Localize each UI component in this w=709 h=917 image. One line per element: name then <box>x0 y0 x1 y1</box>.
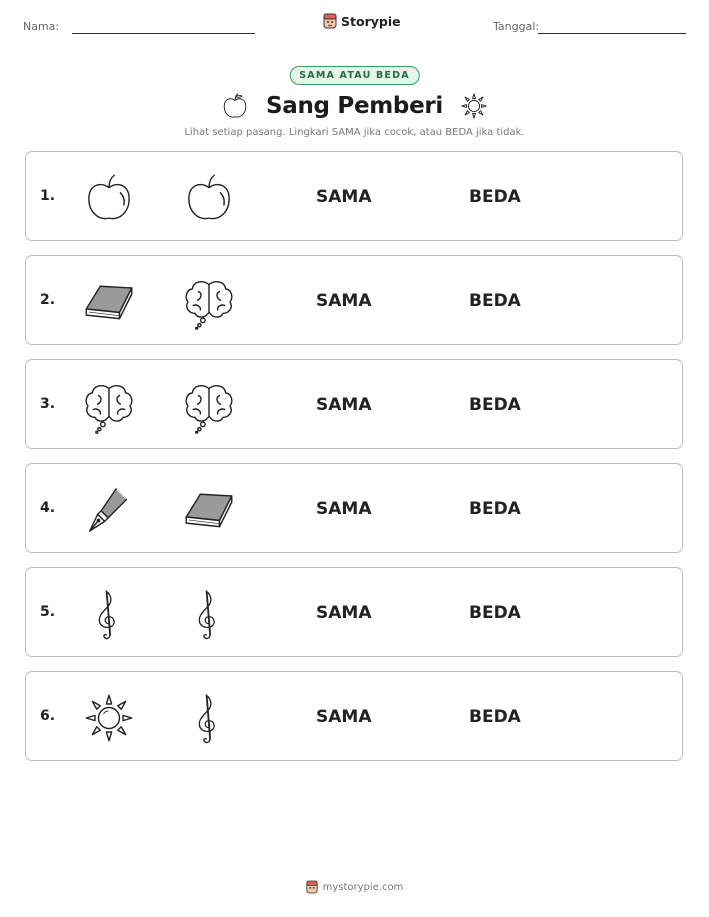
treble-clef-icon <box>181 690 237 746</box>
row-number: 2. <box>40 292 56 308</box>
book-icon <box>81 274 137 330</box>
pair-row-5 <box>25 567 683 657</box>
apple-icon <box>181 170 237 226</box>
same-option[interactable]: SAMA <box>316 707 372 727</box>
apple-icon <box>220 91 250 121</box>
pair-row-3 <box>25 359 683 449</box>
brand-logo <box>323 13 401 29</box>
name-field[interactable] <box>72 33 255 34</box>
brain-icon <box>181 378 237 434</box>
same-option[interactable]: SAMA <box>316 395 372 415</box>
same-option[interactable]: SAMA <box>316 291 372 311</box>
pair-row-2 <box>25 255 683 345</box>
row-number: 5. <box>40 604 56 620</box>
pair-row-1 <box>25 151 683 241</box>
brain-icon <box>181 274 237 330</box>
brain-icon <box>81 378 137 434</box>
sun-icon <box>459 91 489 121</box>
pair-row-4 <box>25 463 683 553</box>
different-option[interactable]: BEDA <box>469 603 521 623</box>
brand-name: Storypie <box>341 13 401 29</box>
storypie-mascot-icon <box>323 13 337 29</box>
different-option[interactable]: BEDA <box>469 187 521 207</box>
same-option[interactable]: SAMA <box>316 603 372 623</box>
different-option[interactable]: BEDA <box>469 499 521 519</box>
name-label: Nama: <box>23 20 60 33</box>
different-option[interactable]: BEDA <box>469 707 521 727</box>
fountain-pen-icon <box>81 482 137 538</box>
same-option[interactable]: SAMA <box>316 499 372 519</box>
row-number: 1. <box>40 188 56 204</box>
different-option[interactable]: BEDA <box>469 291 521 311</box>
activity-tag: SAMA ATAU BEDA <box>289 66 420 85</box>
instructions: Lihat setiap pasang. Lingkari SAMA jika cocok, atau BEDA jika tidak. <box>184 127 525 138</box>
sun-icon <box>81 690 137 746</box>
same-option[interactable]: SAMA <box>316 187 372 207</box>
date-field[interactable] <box>538 33 686 34</box>
page-title: Sang Pemberi <box>265 93 444 119</box>
footer <box>0 880 709 894</box>
row-number: 4. <box>40 500 56 516</box>
row-number: 6. <box>40 708 56 724</box>
different-option[interactable]: BEDA <box>469 395 521 415</box>
title-row <box>0 91 709 121</box>
apple-icon <box>81 170 137 226</box>
book-icon <box>181 482 237 538</box>
date-label: Tanggal: <box>493 20 540 33</box>
treble-clef-icon <box>81 586 137 642</box>
pair-row-6 <box>25 671 683 761</box>
treble-clef-icon <box>181 586 237 642</box>
footer-site: mystorypie.com <box>322 881 404 893</box>
storypie-mascot-icon <box>306 880 318 894</box>
row-number: 3. <box>40 396 56 412</box>
